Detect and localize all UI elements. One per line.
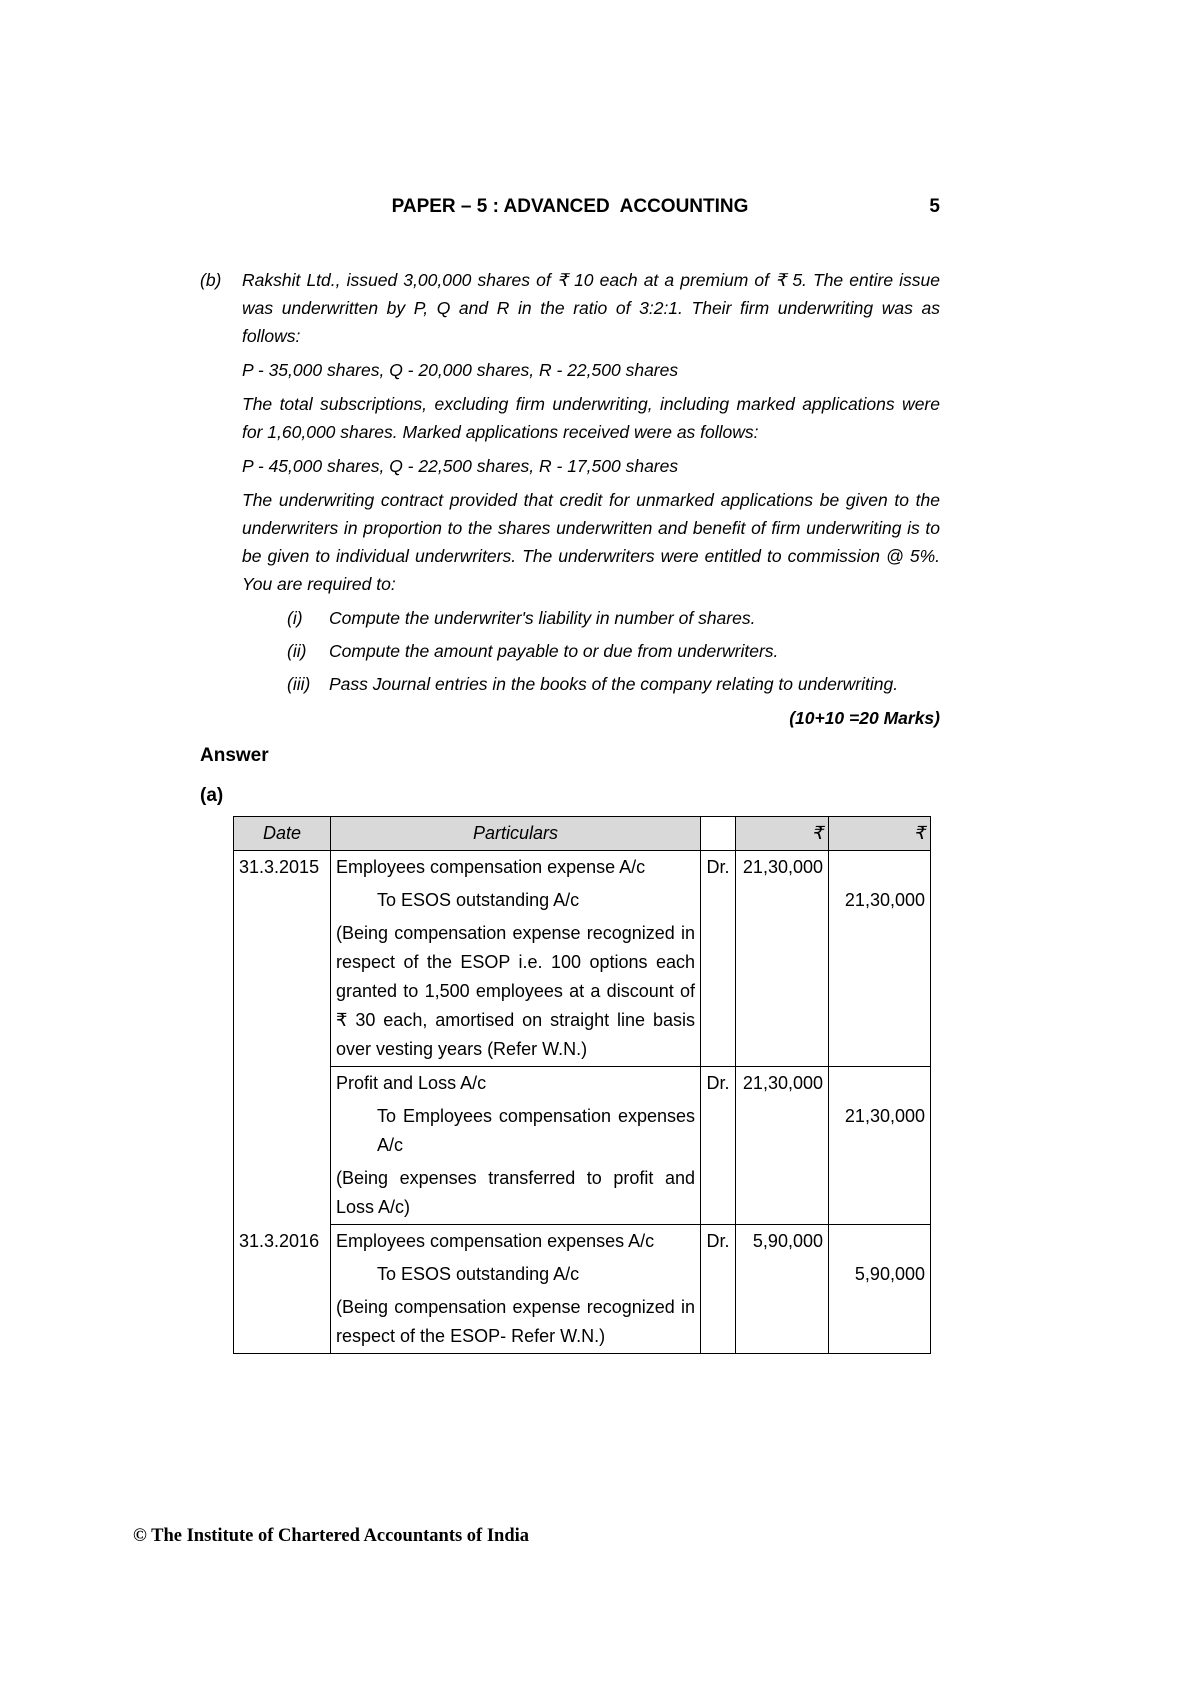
column-header-particulars: Particulars — [331, 817, 701, 851]
subitem-label: (ii) — [287, 641, 307, 661]
cell-credit: 21,30,000 — [829, 1100, 931, 1162]
marks-line: (10+10 =20 Marks) — [789, 708, 940, 728]
question-subitem-i — [287, 604, 940, 632]
question-label: (b) — [200, 270, 222, 290]
answer-heading: Answer — [200, 745, 269, 766]
cell-debit — [736, 1100, 829, 1162]
column-header-debit-rupee: ₹ — [736, 817, 829, 851]
cell-dr — [701, 884, 736, 917]
page-title: PAPER – 5 : ADVANCED ACCOUNTING — [391, 196, 749, 217]
question-paragraph-1: Rakshit Ltd., issued 3,00,000 shares of ₹ 10 each at a premium of ₹ 5. The entire issue was underwritten by P, Q and R in the ratio of 3:2:1. Their firm underwriting was as follows: — [242, 270, 940, 346]
cell-dr — [701, 917, 736, 1067]
footer-copyright: © The Institute of Chartered Accountants of India — [133, 1526, 530, 1546]
cell-particulars: Employees compensation expense A/c — [331, 851, 701, 885]
cell-particulars: (Being compensation expense recognized in respect of the ESOP- Refer W.N.) — [331, 1291, 701, 1354]
journal-row — [234, 884, 931, 917]
cell-particulars: To ESOS outstanding A/c — [331, 1258, 701, 1291]
question-subitem-ii — [287, 637, 940, 665]
cell-debit — [736, 1162, 829, 1225]
journal-entries-table — [233, 816, 931, 1354]
question-paragraph-3: The total subscriptions, excluding firm underwriting, including marked applications were for 1,60,000 shares. Marked applications received were as follows: — [242, 394, 940, 442]
cell-credit — [829, 917, 931, 1067]
journal-row — [234, 1162, 931, 1225]
cell-date — [234, 1100, 331, 1162]
cell-date — [234, 1067, 331, 1101]
cell-date — [234, 917, 331, 1067]
question-subitems — [242, 604, 940, 698]
question-subitem-iii — [287, 670, 940, 698]
cell-credit: 5,90,000 — [829, 1258, 931, 1291]
journal-row — [234, 1100, 931, 1162]
cell-particulars: (Being compensation expense recognized in respect of the ESOP i.e. 100 options each granted to 1,500 employees at a discount of ₹ 30 each, amortised on straight line basis over vesting years (Refer W.N.) — [331, 917, 701, 1067]
cell-date — [234, 1162, 331, 1225]
column-header-date: Date — [234, 817, 331, 851]
cell-particulars: To Employees compensation expenses A/c — [331, 1100, 701, 1162]
journal-table-body — [234, 851, 931, 1354]
cell-particulars: To ESOS outstanding A/c — [331, 884, 701, 917]
cell-credit — [829, 1225, 931, 1259]
cell-debit — [736, 1291, 829, 1354]
question-paragraph-4: P - 45,000 shares, Q - 22,500 shares, R - 17,500 shares — [242, 456, 679, 476]
cell-credit — [829, 1291, 931, 1354]
question-paragraph-2: P - 35,000 shares, Q - 20,000 shares, R - 22,500 shares — [242, 360, 679, 380]
cell-credit — [829, 1067, 931, 1101]
subitem-text: Pass Journal entries in the books of the company relating to underwriting. — [329, 674, 899, 694]
cell-credit — [829, 1162, 931, 1225]
cell-particulars: Employees compensation expenses A/c — [331, 1225, 701, 1259]
answer-part-label: (a) — [200, 785, 224, 806]
content-column — [200, 266, 940, 1354]
subitem-text: Compute the underwriter's liability in number of shares. — [329, 608, 756, 628]
cell-dr — [701, 1162, 736, 1225]
journal-row — [234, 1258, 931, 1291]
subitem-label: (iii) — [287, 674, 311, 694]
cell-dr: Dr. — [701, 1067, 736, 1101]
column-header-dr — [701, 817, 736, 851]
journal-row — [234, 1067, 931, 1101]
subitem-label: (i) — [287, 608, 303, 628]
page-number: 5 — [929, 196, 940, 217]
cell-dr — [701, 1258, 736, 1291]
cell-credit: 21,30,000 — [829, 884, 931, 917]
cell-dr: Dr. — [701, 1225, 736, 1259]
question-body — [242, 266, 940, 732]
page-header — [200, 196, 940, 218]
cell-date — [234, 884, 331, 917]
cell-particulars: (Being expenses transferred to profit and Loss A/c) — [331, 1162, 701, 1225]
cell-debit — [736, 917, 829, 1067]
journal-row — [234, 851, 931, 885]
cell-particulars: Profit and Loss A/c — [331, 1067, 701, 1101]
column-header-credit-rupee: ₹ — [829, 817, 931, 851]
journal-row — [234, 917, 931, 1067]
table-header-row — [234, 817, 931, 851]
question-b — [200, 266, 940, 732]
cell-date: 31.3.2016 — [234, 1225, 331, 1259]
cell-debit — [736, 1258, 829, 1291]
cell-dr: Dr. — [701, 851, 736, 885]
cell-date — [234, 1258, 331, 1291]
cell-debit: 21,30,000 — [736, 851, 829, 885]
cell-dr — [701, 1100, 736, 1162]
subitem-text: Compute the amount payable to or due from underwriters. — [329, 641, 779, 661]
cell-date: 31.3.2015 — [234, 851, 331, 885]
cell-debit — [736, 884, 829, 917]
cell-date — [234, 1291, 331, 1354]
journal-row — [234, 1291, 931, 1354]
journal-row — [234, 1225, 931, 1259]
cell-dr — [701, 1291, 736, 1354]
cell-credit — [829, 851, 931, 885]
cell-debit: 5,90,000 — [736, 1225, 829, 1259]
cell-debit: 21,30,000 — [736, 1067, 829, 1101]
question-paragraph-5: The underwriting contract provided that credit for unmarked applications be given to the underwriters in proportion to the shares underwritten and benefit of firm underwriting is to be given to individual underwriters. The underwriters were entitled to commission @ 5%. You are required to: — [242, 490, 940, 594]
